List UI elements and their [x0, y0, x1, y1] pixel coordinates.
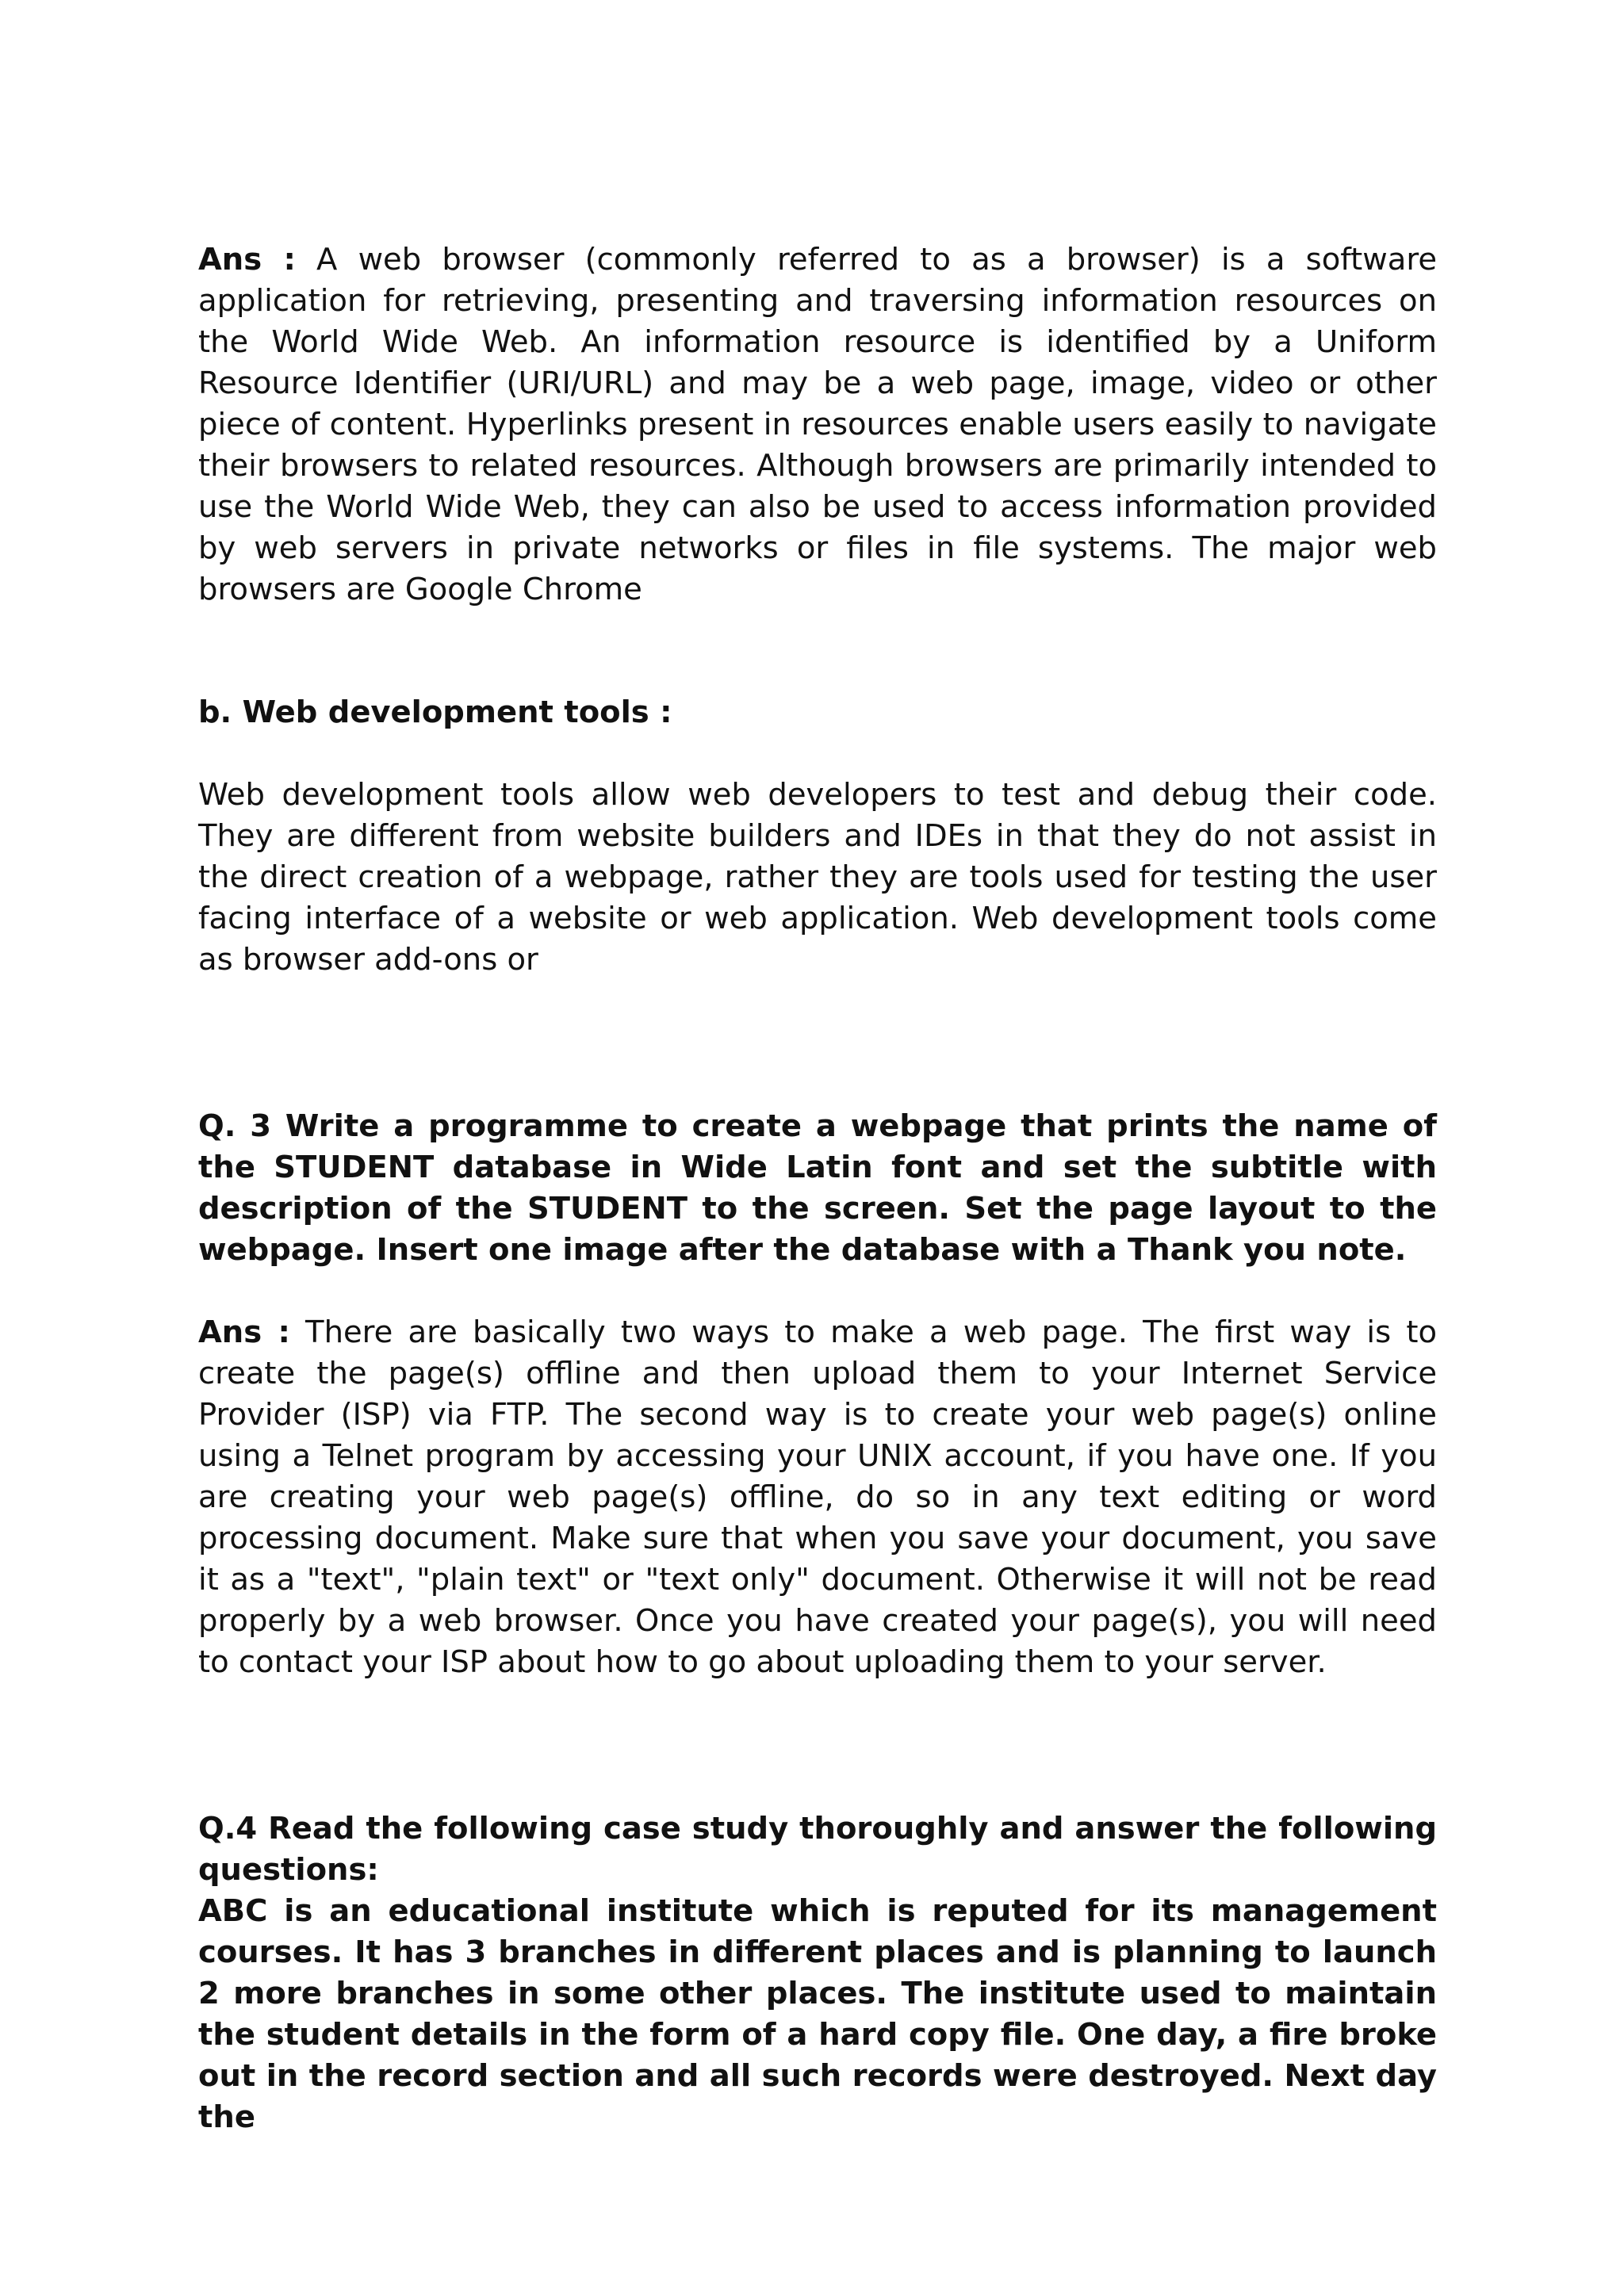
answer-3-text: There are basically two ways to make a web page. The first way is to create the page(s) offline and then upload them to your Internet Service Provider (ISP) via FTP. The second way is to create your web page(s) online using a Telnet program by accessing your UNIX account, if you have one. If you are creating your web page(s) offline, do so in any text editing or word processing document. Make sure that when you save your document, you save it as a "text", "plain text" or "text only" document. Otherwise it will not be read properly by a web browser. Once you have created your page(s), you will need to contact your ISP about how to go about uploading them to your server. — [198, 1314, 1437, 1680]
question-4-heading: Q.4 Read the following case study thoroughly and answer the following questions: — [198, 1811, 1437, 1888]
answer-1-paragraph — [198, 239, 1437, 610]
question-4-case-study: ABC is an educational institute which is reputed for its management courses. It has 3 branches in different places and is planning to launch 2 more branches in some other places. The institute used to maintain the student details in the form of a hard copy file. One day, a fire broke out in the record section and all such records were destroyed. Next day the — [198, 1893, 1437, 2135]
section-b-heading: b. Web development tools : — [198, 695, 672, 730]
answer-3-paragraph — [198, 1312, 1437, 1683]
answer-3-label: Ans : — [198, 1314, 290, 1350]
document-page — [198, 239, 1437, 2138]
answer-1-text: A web browser (commonly referred to as a browser) is a software application for retrieving, presenting and traversing information resources on the World Wide Web. An information resource is identified by a Uniform Resource Identifier (URI/URL) and may be a web page, image, video or other piece of content. Hyperlinks present in resources enable users easily to navigate their browsers to related resources. Although browsers are primarily intended to use the World Wide Web, they can also be used to access information provided by web servers in private networks or files in file systems. The major web browsers are Google Chrome — [198, 242, 1438, 607]
section-b-paragraph: Web development tools allow web developers to test and debug their code. They are different from website builders and IDEs in that they do not assist in the direct creation of a webpage, rather they are tools used for testing the user facing interface of a website or web application. Web development tools come as browser add-ons or — [198, 777, 1437, 978]
answer-1-label: Ans : — [198, 242, 296, 277]
question-3-heading: Q. 3 Write a programme to create a webpage that prints the name of the STUDENT database in Wide Latin font and set the subtitle with description of the STUDENT to the screen. Set the page layout to the webpage. Insert one image after the database with a Thank you note. — [198, 1108, 1437, 1268]
